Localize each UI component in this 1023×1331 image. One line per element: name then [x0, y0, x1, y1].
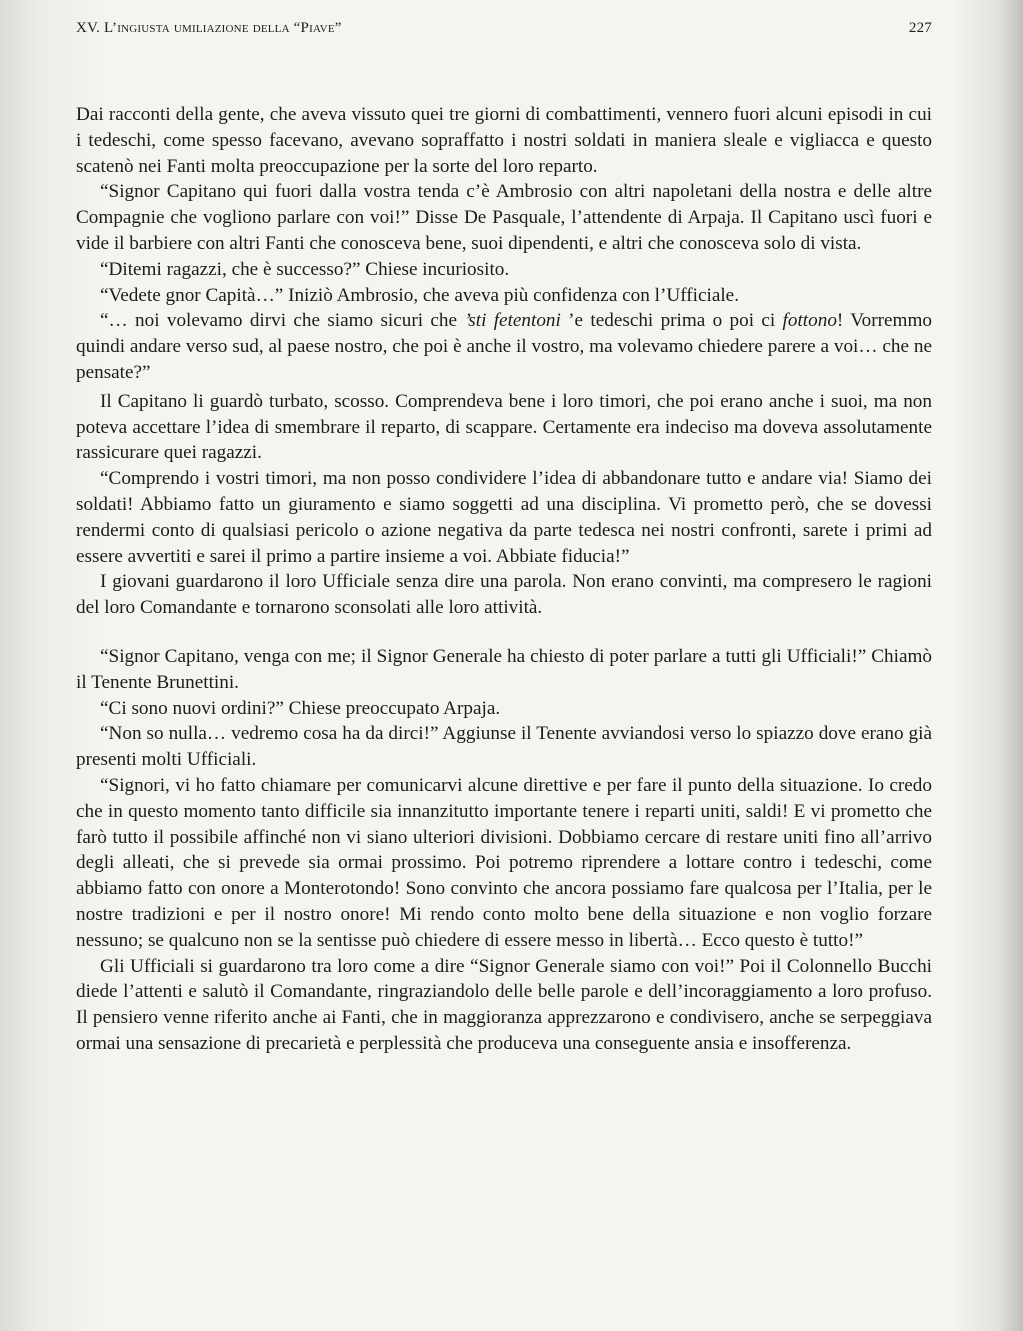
dialect-text-after: ! Vorremmo quindi andare verso sud, al paese nostro, che poi è anche il vostro, ma volevamo chiedere parere a voi… che ne pensate?”: [76, 310, 932, 383]
paragraph: “Signori, vi ho fatto chiamare per comunicarvi alcune direttive e per fare il punto della situazione. Io credo che in questo momento tanto difficile sia innanzitutto importante tenere i reparti uniti, saldi! E vi prometto che farò tutto il possibile affinché non vi siano ulteriori divisioni. Dobbiamo cercare di restare uniti fino all’arrivo degli alleati, che si prevede sia ormai prossimo. Poi potremo riprendere a lottare contro i tedeschi, come abbiamo fatto con onore a Monterotondo! Sono convinto che ancora possiamo fare qualcosa per l’Italia, per le nostre tradizioni e per il nostro onore! Mi rendo conto molto bene della situazione e non voglio forzare nessuno; se qualcuno non se la sentisse può chiedere di essere messo in libertà… Ecco questo è tutto!”: [76, 774, 932, 951]
paragraph: “Ci sono nuovi ordini?” Chiese preoccupato Arpaja.: [100, 697, 501, 719]
paragraph: Dai racconti della gente, che aveva vissuto quei tre giorni di combattimenti, vennero fuori alcuni episodi in cui i tedeschi, come spesso facevano, avevano sopraffatto i nostri soldati in maniera sleale e vigliacca e questo scatenò nei Fanti molta preoccupazione per la sorte del loro reparto.: [76, 104, 932, 177]
dialect-phrase: ’sti fetentoni: [464, 310, 561, 332]
dialect-phrase: fottono: [782, 310, 837, 332]
chapter-title: [76, 20, 342, 37]
paragraph: “Vedete gnor Capità…” Iniziò Ambrosio, che aveva più confidenza con l’Ufficiale.: [100, 284, 739, 306]
chapter-title-text: L’ingiusta umiliazione della “Piave”: [104, 20, 342, 36]
paragraph: Il Capitano li guardò turbato, scosso. Comprendeva bene i loro timori, che poi erano anche i suoi, ma non poteva accettare l’idea di smembrare il reparto, di scappare. Certamente era indeciso ma doveva assolutamente rassicurare quei ragazzi.: [76, 390, 932, 464]
page-number: 227: [908, 20, 932, 36]
paragraph: “Comprendo i vostri timori, ma non posso condividere l’idea di abbandonare tutto e andare via! Siamo dei soldati! Abbiamo fatto un giuramento e siamo soggetti ad una disciplina. Vi prometto però, che se dovessi rendermi conto di qualsiasi pericolo o azione negativa da parte tedesca nei nostri confronti, sarete i primi ad essere avvertiti e sarei il primo a partire insieme a voi. Abbiate fiducia!”: [76, 468, 932, 567]
paragraph: “Non so nulla… vedremo cosa ha da dirci!” Aggiunse il Tenente avviandosi verso lo spiazzo dove erano già presenti molti Ufficiali.: [76, 723, 932, 771]
paragraph: “Signor Capitano, venga con me; il Signor Generale ha chiesto di poter parlare a tutti gli Ufficiali!” Chiamò il Tenente Brunettini.: [76, 645, 932, 693]
paragraph: Gli Ufficiali si guardarono tra loro come a dire “Signor Generale siamo con voi!” Poi il Colonnello Bucchi diede l’attenti e salutò il Comandante, ringraziandolo delle belle parole e dell’incoraggiamento a loro profuso. Il pensiero venne riferito anche ai Fanti, che in maggioranza apprezzarono e condivisero, anche se serpeggiava ormai una sensazione di precarietà e perplessità che produceva una conseguente ansia e insofferenza.: [76, 955, 932, 1054]
paragraph-dialect: [76, 308, 932, 385]
paragraph: “Signor Capitano qui fuori dalla vostra tenda c’è Ambrosio con altri napoletani della nostra e delle altre Compagnie che vogliono parlare con voi!” Disse De Pasquale, l’attendente di Arpaja. Il Capitano uscì fuori e vide il barbiere con altri Fanti che conosceva bene, suoi dipendenti, e altri che conosceva solo di vista.: [76, 181, 932, 254]
dialect-text-middle: ’e tedeschi prima o poi ci: [560, 310, 783, 332]
paragraph: I giovani guardarono il loro Ufficiale senza dire una parola. Non erano convinti, ma compresero le ragioni del loro Comandante e tornarono sconsolati alle loro attività.: [76, 571, 932, 619]
chapter-number: XV.: [76, 20, 101, 36]
dialect-text-before: “… noi volevamo dirvi che siamo sicuri che: [100, 310, 465, 332]
paragraph: “Ditemi ragazzi, che è successo?” Chiese incuriosito.: [100, 258, 510, 280]
running-head: [76, 16, 932, 42]
body-text: [76, 102, 932, 1057]
